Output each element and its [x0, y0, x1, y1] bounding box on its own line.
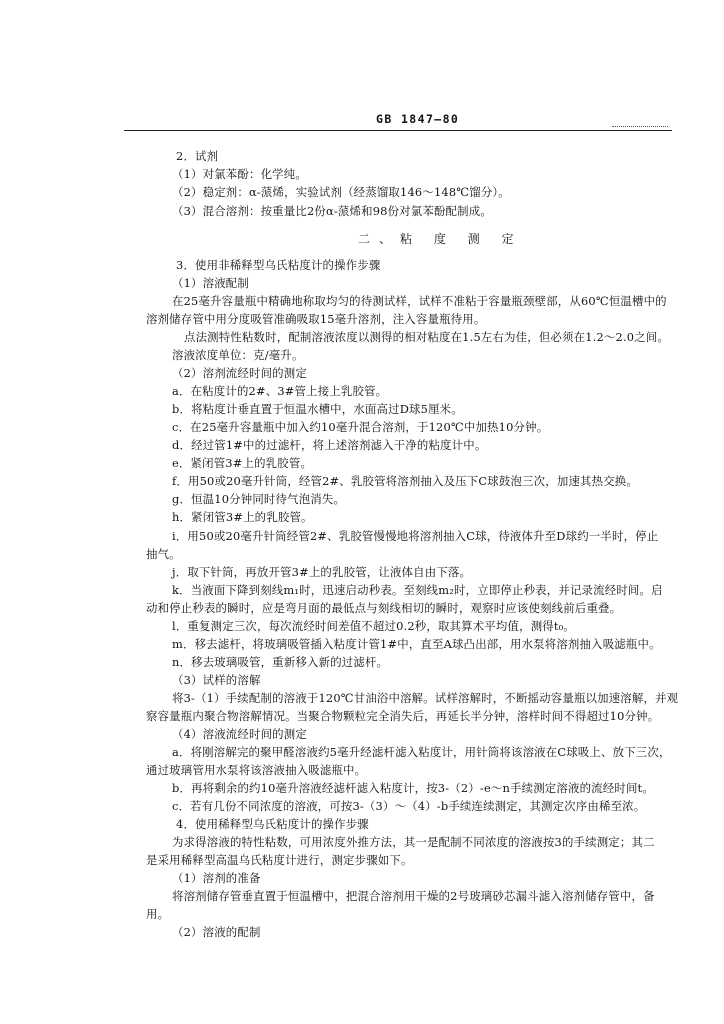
- step-4-2-title: （2）溶液的配制: [172, 925, 261, 939]
- paragraph-line: 将溶剂储存管垂直置于恒温槽中，把混合溶剂用干燥的2号玻璃砂芯漏斗滤入溶剂储存管中，备: [172, 889, 655, 903]
- section-heading-viscosity: 二、粘 度 测 定: [358, 232, 523, 246]
- list-item-d: d．经过管1#中的过滤杆，将上述溶剂滤入干净的粘度计中。: [172, 438, 487, 452]
- paragraph-line: 将3-（1）手续配制的溶液于120℃甘油浴中溶解。试样溶解时，不断摇动容量瓶以加速溶解，并观: [172, 691, 679, 705]
- standard-code: GB 1847—80: [376, 112, 460, 126]
- list-item-a: a．将刚溶解完的聚甲醛溶液约5毫升经滤杆滤入粘度计，用针筒将该溶液在C球吸上、放下三次，: [172, 745, 671, 759]
- list-item-m: m．移去滤杆，将玻璃吸管插入粘度计管1#中，直至A球凸出部，用水泵将溶剂抽入吸滤瓶中。: [172, 637, 661, 651]
- list-item-a: a．在粘度计的2#、3#管上接上乳胶管。: [172, 384, 388, 398]
- reagent-item-3: （3）混合溶剂：按重量比2份α-蒎烯和98份对氯苯酚配制成。: [172, 204, 492, 218]
- paragraph-line: 溶剂储存管中用分度吸管准确吸取15毫升溶剂，注入容量瓶待用。: [146, 312, 486, 326]
- list-item-e: e．紧闭管3#上的乳胶管。: [172, 456, 313, 470]
- paragraph-line: 在25毫升容量瓶中精确地称取均匀的待测试样，试样不准粘于容量瓶颈壁部，从60℃恒温槽中的: [172, 294, 667, 308]
- list-item-l: l．重复测定三次，每次流经时间差值不超过0.2秒，取其算术平均值，测得t₀。: [172, 619, 576, 633]
- paragraph-line: 用。: [146, 907, 170, 921]
- list-item-n: n．移去玻璃吸管，重新移入新的过滤杆。: [172, 655, 389, 669]
- step-4-title: 4．使用稀释型乌氏粘度计的操作步骤: [176, 817, 369, 831]
- paragraph-line: 察容量瓶内聚合物溶解情况。当聚合物颗粒完全消失后，再延长半分钟，溶样时间不得超过10分钟。: [146, 709, 660, 723]
- list-item-b: b．将粘度计垂直置于恒温水槽中，水面高过D球5厘米。: [172, 402, 463, 416]
- list-item-i: i．用50或20毫升针筒经管2#、乳胶管慢慢地将溶剂抽入C球，待液体升至D球约一半时，停止: [172, 529, 659, 543]
- list-item-i-cont: 抽气。: [146, 547, 181, 561]
- list-item-j: j．取下针筒，再放开管3#上的乳胶管，让液体自由下落。: [172, 565, 472, 579]
- header-rule: [124, 130, 672, 131]
- list-item-c: c．在25毫升容量瓶中加入约10毫升混合溶剂，于120℃中加热10分钟。: [172, 420, 549, 434]
- step-3-2-title: （2）溶剂流经时间的测定: [172, 366, 307, 380]
- step-3-1-title: （1）溶液配制: [172, 276, 249, 290]
- list-item-c: c．若有几份不同浓度的溶液，可按3-（3）～（4）-b手续连续测定，其测定次序由稀至浓。: [172, 799, 646, 813]
- step-4-1-title: （1）溶剂的准备: [172, 871, 261, 885]
- reagent-item-1: （1）对氯苯酚：化学纯。: [172, 167, 307, 181]
- list-item-g: g．恒温10分钟同时待气泡消失。: [172, 492, 346, 506]
- list-item-f: f．用50或20毫升针筒，经管2#、乳胶管将溶剂抽入及压下C球鼓泡三次，加速其热交换。: [172, 474, 638, 488]
- list-item-h: h．紧闭管3#上的乳胶管。: [172, 510, 313, 524]
- step-3-3-title: （3）试样的溶解: [172, 673, 261, 687]
- list-item-a-cont: 通过玻璃管用水泵将该溶液抽入吸滤瓶中。: [146, 763, 367, 777]
- paragraph-line: 为求得溶液的特性粘数，可用浓度外推方法，其一是配制不同浓度的溶液按3的手续测定；其二: [172, 835, 655, 849]
- paragraph-line: 是采用稀释型高温乌氏粘度计进行，测定步骤如下。: [146, 853, 413, 867]
- list-item-k-cont: 动和停止秒表的瞬时，应是弯月面的最低点与刻线相切的瞬时，观察时应该使刻线前后重叠。: [146, 601, 622, 615]
- header-rule-accent: [612, 126, 668, 127]
- section-reagents-title: 2．试剂: [176, 149, 219, 163]
- list-item-k: k．当液面下降到刻线m₁时，迅速启动秒表。至刻线m₂时，立即停止秒表，并记录流经时间。启: [172, 583, 663, 597]
- reagent-item-2: （2）稳定剂：α-蒎烯，实验试剂（经蒸馏取146～148℃馏分）。: [172, 185, 510, 199]
- paragraph-line: 溶液浓度单位：克/毫升。: [172, 348, 304, 362]
- list-item-b: b．再将剩余的约10毫升溶液经滤杆滤入粘度计，按3-（2）-e～n手续测定溶液的流经时间t。: [172, 781, 654, 795]
- step-3-title: 3．使用非稀释型乌氏粘度计的操作步骤: [176, 258, 381, 272]
- step-3-4-title: （4）溶液流经时间的测定: [172, 727, 307, 741]
- paragraph-line: 点法测特性粘数时，配制溶液浓度以测得的相对粘度在1.5左右为佳，但必须在1.2～2.0之间。: [184, 330, 669, 344]
